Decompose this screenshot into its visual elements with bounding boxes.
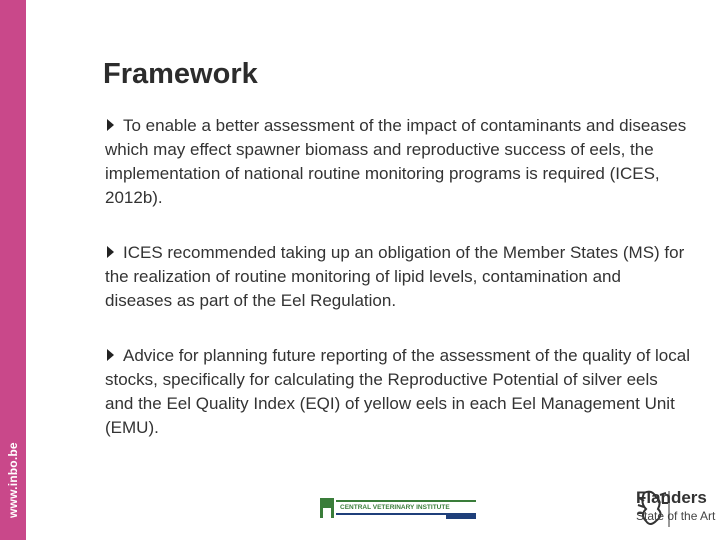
flanders-tagline: State of the Art — [636, 509, 716, 523]
bullet-text: Advice for planning future reporting of the assessment of the quality of local stocks, specifically for calculating the Reproductive Potential of silver eels and the Eel Quality Index (EQI) of yellow eels in each Eel Management Unit (EMU). — [105, 346, 690, 437]
bullet-text: To enable a better assessment of the impact of contaminants and diseases which may effect spawner biomass and reproductive success of eels, the implementation of national routine monitoring programs is required (ICES, 2012b). — [105, 116, 687, 207]
bullet-list — [105, 114, 690, 471]
sidebar-url: www.inbo.be — [6, 442, 20, 518]
bullet-item — [105, 114, 690, 210]
bullet-item — [105, 344, 690, 440]
triangle-bullet-icon — [107, 349, 114, 361]
slide-title: Framework — [103, 58, 258, 90]
cvi-logo — [318, 496, 480, 522]
flanders-name: Flanders — [636, 488, 707, 507]
bullet-text: ICES recommended taking up an obligation of the Member States (MS) for the realization of routine monitoring of lipid levels, contamination and diseases as part of the Eel Regulation. — [105, 243, 685, 310]
cvi-logo-text: CENTRAL VETERINARY INSTITUTE — [340, 504, 450, 511]
bullet-item — [105, 241, 690, 313]
triangle-bullet-icon — [107, 119, 114, 131]
triangle-bullet-icon — [107, 246, 114, 258]
